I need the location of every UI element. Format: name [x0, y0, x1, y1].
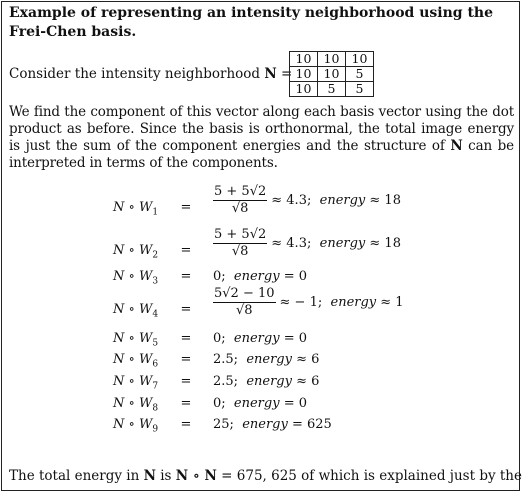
- equation-lhs: [113, 302, 173, 320]
- lhs-subscript: 1: [152, 207, 159, 218]
- bottom-text: is: [155, 468, 176, 484]
- fraction: [213, 227, 267, 260]
- bottom-symbol: N: [143, 468, 156, 484]
- lhs-subscript: 4: [152, 309, 159, 320]
- fraction-denominator: √8: [231, 201, 249, 216]
- energy-value: ≈ 18: [369, 236, 401, 251]
- rhs-value: ≈ 4.3;: [271, 236, 312, 251]
- equals-sign: =: [180, 302, 192, 317]
- matrix-row: [290, 67, 374, 82]
- lhs-subscript: 3: [152, 276, 159, 287]
- energy-label: energy: [319, 236, 366, 251]
- equals-sign: =: [180, 269, 192, 284]
- rhs-value: 0;: [213, 331, 226, 346]
- bottom-text: The total energy in: [9, 468, 144, 484]
- equals-sign: =: [180, 396, 192, 411]
- equation-rhs: [213, 374, 319, 389]
- rhs-value: 25;: [213, 417, 234, 432]
- lhs-term: N ∘ W: [113, 243, 153, 258]
- equation-lhs: [113, 269, 173, 287]
- equation-rhs: [213, 417, 332, 432]
- fraction-numerator: 5 + 5√2: [214, 184, 267, 199]
- matrix-cell: 10: [318, 52, 346, 67]
- energy-label: energy: [246, 352, 292, 367]
- energy-label: energy: [319, 193, 366, 208]
- energy-label: energy: [246, 374, 292, 389]
- intro-equals: =: [280, 66, 293, 82]
- matrix-cell: 5: [346, 82, 374, 97]
- energy-value: ≈ 6: [296, 374, 320, 389]
- lhs-term: N ∘ W: [113, 331, 153, 346]
- energy-label: energy: [233, 331, 280, 346]
- paragraph-symbol: N: [450, 138, 463, 154]
- intro-symbol: N: [264, 66, 277, 82]
- matrix-row: [290, 82, 374, 97]
- fraction-denominator: √8: [231, 244, 249, 259]
- neighborhood-matrix: [289, 51, 374, 97]
- lhs-subscript: 7: [152, 381, 159, 392]
- energy-value: = 625: [291, 417, 332, 432]
- bottom-line: [9, 468, 522, 484]
- equals-sign: =: [180, 374, 192, 389]
- lhs-subscript: 9: [152, 424, 159, 435]
- fraction-numerator: 5 + 5√2: [214, 227, 267, 242]
- energy-value: = 0: [283, 269, 307, 284]
- fraction: [213, 184, 267, 217]
- matrix-cell: 5: [346, 67, 374, 82]
- matrix-cell: 10: [290, 52, 318, 67]
- equation-lhs: [113, 243, 173, 261]
- equals-sign: =: [180, 331, 192, 346]
- equation-rhs: [213, 184, 401, 217]
- intro-text: Consider the intensity neighborhood: [9, 66, 261, 82]
- intro-line: [9, 66, 292, 82]
- equals-sign: =: [180, 200, 192, 215]
- equals-sign: =: [180, 243, 192, 258]
- lhs-term: N ∘ W: [113, 352, 153, 367]
- equals-sign: =: [180, 352, 192, 367]
- lhs-subscript: 2: [152, 250, 159, 261]
- energy-value: = 0: [283, 331, 307, 346]
- equation-rhs: [213, 331, 307, 346]
- energy-label: energy: [233, 269, 280, 284]
- energy-label: energy: [233, 396, 280, 411]
- matrix-cell: 5: [318, 82, 346, 97]
- rhs-value: 0;: [213, 269, 226, 284]
- bottom-dot-product: N ∘ N: [175, 468, 217, 484]
- equation-rhs: [213, 352, 319, 367]
- bottom-text: = 675, 625 of which is explained just by the: [216, 468, 522, 484]
- matrix-cell: 10: [290, 82, 318, 97]
- fraction-denominator: √8: [235, 303, 253, 318]
- lhs-term: N ∘ W: [113, 269, 153, 284]
- lhs-term: N ∘ W: [113, 302, 153, 317]
- page-title: Example of representing an intensity neighborhood using the Frei-Chen basis.: [9, 5, 493, 40]
- equation-rhs: [213, 269, 307, 284]
- equation-lhs: [113, 374, 173, 392]
- matrix-cell: 10: [290, 67, 318, 82]
- matrix-row: [290, 52, 374, 67]
- energy-label: energy: [330, 295, 377, 310]
- explanation-paragraph: [9, 104, 514, 172]
- paragraph-text: We find the component of this vector along each basis vector using the dot product as before. Since the basis is orthonormal, the total image energy is just the sum of the component energies and the structure of: [9, 104, 514, 154]
- lhs-subscript: 5: [152, 338, 159, 349]
- equation-lhs: [113, 331, 173, 349]
- equation-lhs: [113, 352, 173, 370]
- equation-rhs: [213, 396, 307, 411]
- energy-value: ≈ 18: [369, 193, 401, 208]
- lhs-subscript: 6: [152, 359, 159, 370]
- energy-value: = 0: [283, 396, 307, 411]
- rhs-value: ≈ − 1;: [279, 295, 323, 310]
- lhs-term: N ∘ W: [113, 396, 153, 411]
- lhs-term: N ∘ W: [113, 200, 153, 215]
- lhs-term: N ∘ W: [113, 417, 153, 432]
- energy-value: ≈ 6: [296, 352, 320, 367]
- fraction: [213, 286, 276, 319]
- lhs-subscript: 8: [152, 403, 159, 414]
- lhs-term: N ∘ W: [113, 374, 153, 389]
- rhs-value: 2.5;: [213, 352, 239, 367]
- equation-rhs: [213, 286, 404, 319]
- equals-sign: =: [180, 417, 192, 432]
- equation-lhs: [113, 396, 173, 414]
- energy-value: ≈ 1: [380, 295, 404, 310]
- equation-lhs: [113, 417, 173, 435]
- equation-rhs: [213, 227, 401, 260]
- matrix-cell: 10: [318, 67, 346, 82]
- rhs-value: ≈ 4.3;: [271, 193, 312, 208]
- rhs-value: 2.5;: [213, 374, 239, 389]
- rhs-value: 0;: [213, 396, 226, 411]
- equation-lhs: [113, 200, 173, 218]
- fraction-numerator: 5√2 − 10: [214, 286, 275, 301]
- paragraph-text-end: can be interpreted in terms of the components.: [9, 138, 514, 171]
- matrix-cell: 10: [346, 52, 374, 67]
- energy-label: energy: [242, 417, 288, 432]
